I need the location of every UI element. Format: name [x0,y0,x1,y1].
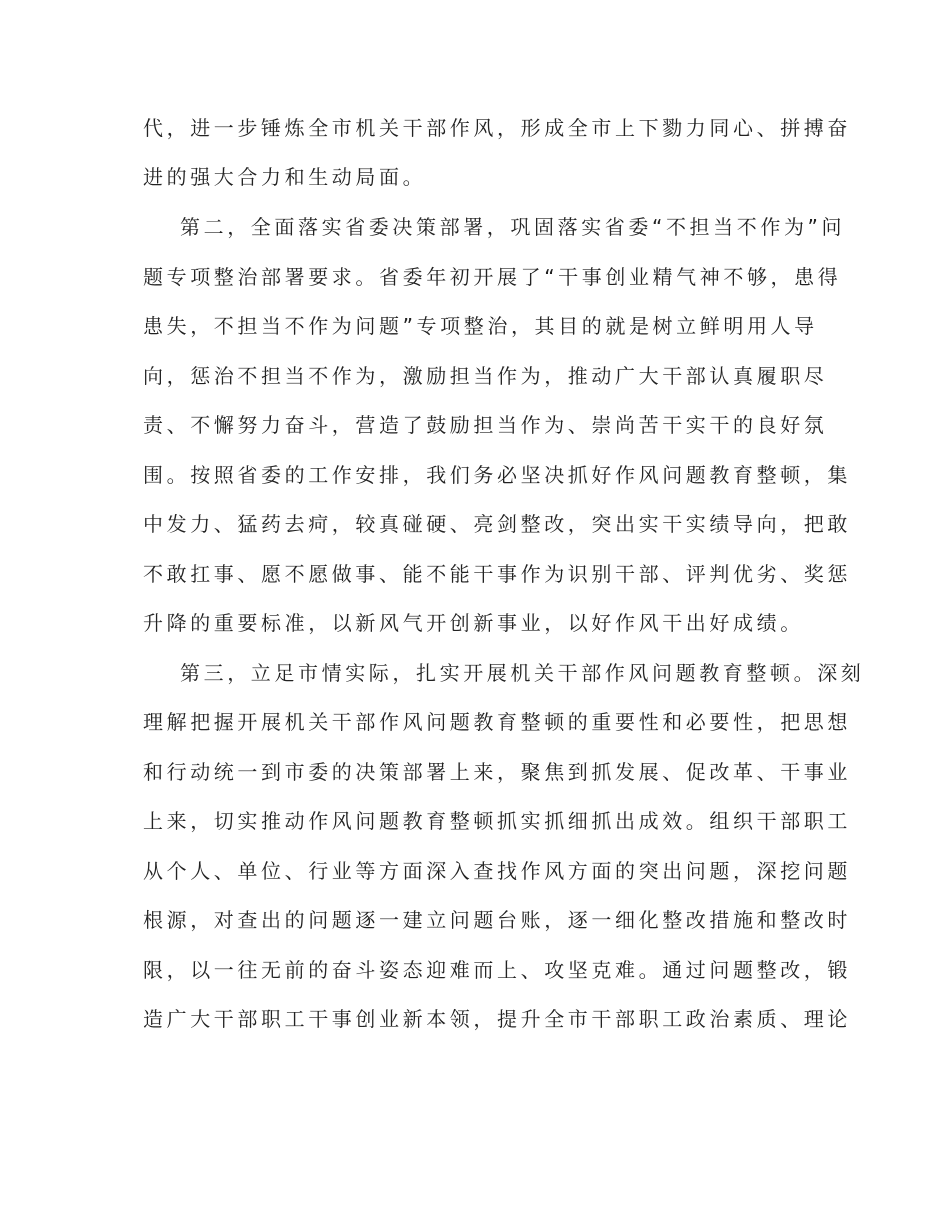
text-line: 根源，对查出的问题逐一建立问题台账，逐一细化整改措施和整改时 [143,908,851,932]
text-line: 升降的重要标准，以新风气开创新事业，以好作风干出好成绩。 [143,611,804,635]
text-line: 进的强大合力和生动局面。 [143,165,427,189]
text-line: 造广大干部职工干事创业新本领，提升全市干部职工政治素质、理论 [143,1007,851,1031]
text-line: 患失，不担当不作为问题”专项整治，其目的就是树立鲜明用人导 [143,314,818,338]
text-line: 理解把握开展机关干部作风问题教育整顿的重要性和必要性，把思想 [143,710,851,734]
text-line: 代，进一步锤炼全市机关干部作风，形成全市上下勠力同心、拼搏奋 [143,116,851,140]
text-line: 向，惩治不担当不作为，激励担当作为，推动广大干部认真履职尽 [143,364,828,388]
text-line: 围。按照省委的工作安排，我们务必坚决抓好作风问题教育整顿，集 [143,463,851,487]
text-line: 上来，切实推动作风问题教育整顿抓实抓细抓出成效。组织干部职工 [143,809,851,833]
paragraph-start-line: 第三，立足市情实际，扎实开展机关干部作风问题教育整顿。深刻 [180,661,865,685]
text-line: 和行动统一到市委的决策部署上来，聚焦到抓发展、促改革、干事业 [143,760,851,784]
text-line: 限，以一往无前的奋斗姿态迎难而上、攻坚克难。通过问题整改，锻 [143,958,851,982]
text-line: 题专项整治部署要求。省委年初开展了“干事创业精气神不够，患得 [143,265,842,289]
paragraph-start-line: 第二，全面落实省委决策部署，巩固落实省委“不担当不作为”问 [180,215,846,239]
text-line: 责、不懈努力奋斗，营造了鼓励担当作为、崇尚苦干实干的良好氛 [143,413,828,437]
text-line: 不敢扛事、愿不愿做事、能不能干事作为识别干部、评判优劣、奖惩 [143,562,851,586]
text-line: 从个人、单位、行业等方面深入查找作风方面的突出问题，深挖问题 [143,859,851,883]
text-line: 中发力、猛药去疴，较真碰硬、亮剑整改，突出实干实绩导向，把敢 [143,512,851,536]
